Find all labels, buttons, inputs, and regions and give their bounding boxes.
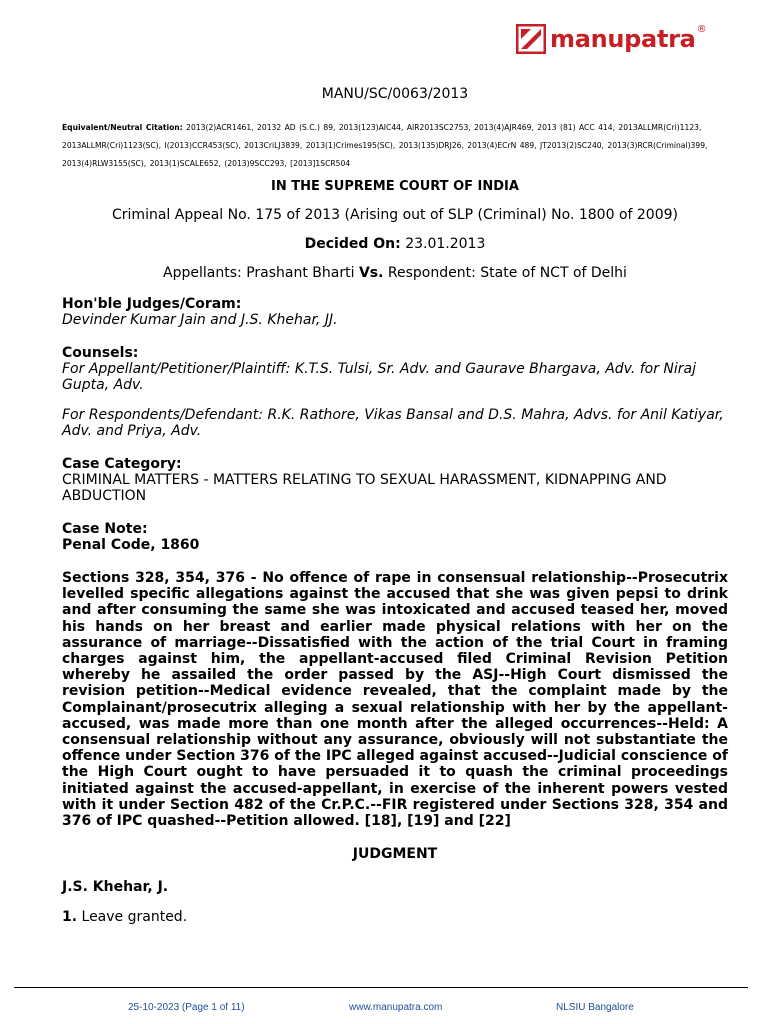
judgment-heading: JUDGMENT — [352, 846, 438, 863]
document-body — [62, 86, 728, 925]
case-note-heading: Case Note: — [62, 521, 148, 537]
manupatra-logo — [516, 22, 707, 56]
counsels-heading: Counsels: — [62, 345, 139, 361]
case-note-body: Sections 328, 354, 376 - No offence of rape in consensual relationship--Prosecutrix levelled specific allegations against the accused that she was given pepsi to drink and after consuming the same she was intoxicated and accused teased her, moved his hands on her breast and earlier made physical relations with her on the assurance of marriage--Dissatisfied with the action of the trial Court in framing charges against him, the appellant-accused filed Criminal Revision Petition whereby he assailed the order passed by the ASJ--High Court dismissed the revision petition--Medical evidence revealed, that the complaint made by the Complainant/prosecutrix alleging a sexual relationship with her by the appellant-accused, was made more than one month after the alleged occurrences--Held: A consensual relationship without any assurance, obviously will not substantiate the offence under Section 376 of the IPC alleged against accused--Judicial conscience of the High Court ought to have persuaded it to quash the criminal proceedings initiated against the accused-appellant, in exercise of the inherent powers vested with it under Section 482 of the Cr.P.C.--FIR registered under Sections 328, 354 and 376 of IPC quashed--Petition allowed. [18], [19] and [22] — [62, 570, 728, 830]
paragraph-1 — [62, 909, 728, 925]
parties — [62, 265, 728, 281]
court-name: IN THE SUPREME COURT OF INDIA — [271, 179, 519, 194]
footer-website-link[interactable]: www.manupatra.com — [349, 1002, 443, 1013]
manu-citation: MANU/SC/0063/2013 — [321, 86, 469, 102]
equivalent-citations-label: Equivalent/Neutral Citation: — [62, 123, 183, 132]
logo-text: manupatra — [550, 25, 696, 53]
case-category-heading: Case Category: — [62, 456, 182, 472]
judges-names: Devinder Kumar Jain and J.S. Khehar, JJ. — [62, 312, 338, 328]
registered-mark: ® — [696, 23, 707, 35]
decided-on-label: Decided On: — [304, 236, 401, 252]
counsel-respondent: For Respondents/Defendant: R.K. Rathore, Vikas Bansal and D.S. Mahra, Advs. for Anil Katiyar, Adv. and Priya, Adv. — [62, 407, 724, 439]
case-note-act: Penal Code, 1860 — [62, 537, 200, 553]
respondent: Respondent: State of NCT of Delhi — [387, 265, 627, 281]
equivalent-citations — [62, 119, 728, 173]
footer-divider — [14, 987, 748, 988]
equivalent-citations-text: 2013(2)ACR1461, 20132 AD (S.C.) 89, 2013(123)AIC44, AIR2013SC2753, 2013(4)AJR469, 2013 (81) ACC 414, 2013ALLMR(Cri)1123, 2013ALLMR(Cri)1123(SC), I(2013)CCR453(SC), 2013CriLJ3839, 2013(1)Crimes195(SC), 2013(135)DRJ26, 2013(4)ECrN 489, JT2013(2)SC240, 2013(3)RCR(Criminal)399, 2013(4)RLW3155(SC), 2013(1)SCALE652, (2013)9SCC293, [2013]1SCR504 — [62, 123, 708, 168]
manupatra-logo-icon — [516, 24, 546, 54]
case-category-text: CRIMINAL MATTERS - MATTERS RELATING TO SEXUAL HARASSMENT, KIDNAPPING AND ABDUCTION — [62, 472, 667, 504]
decided-on — [62, 236, 728, 252]
judgment-author: J.S. Khehar, J. — [62, 879, 169, 896]
footer-date-page: 25-10-2023 (Page 1 of 11) — [128, 1002, 245, 1013]
appeal-number: Criminal Appeal No. 175 of 2013 (Arising out of SLP (Criminal) No. 1800 of 2009) — [112, 207, 678, 223]
paragraph-text: Leave granted. — [77, 909, 188, 926]
decided-on-date: 23.01.2013 — [405, 236, 486, 252]
judges-heading: Hon'ble Judges/Coram: — [62, 296, 242, 312]
versus: Vs. — [358, 265, 384, 281]
appellants: Appellants: Prashant Bharti — [163, 265, 355, 281]
paragraph-number: 1. — [62, 909, 78, 926]
footer-institution: NLSIU Bangalore — [556, 1002, 634, 1013]
counsel-appellant: For Appellant/Petitioner/Plaintiff: K.T.S. Tulsi, Sr. Adv. and Gaurave Bhargava, Adv. for Niraj Gupta, Adv. — [62, 361, 697, 393]
